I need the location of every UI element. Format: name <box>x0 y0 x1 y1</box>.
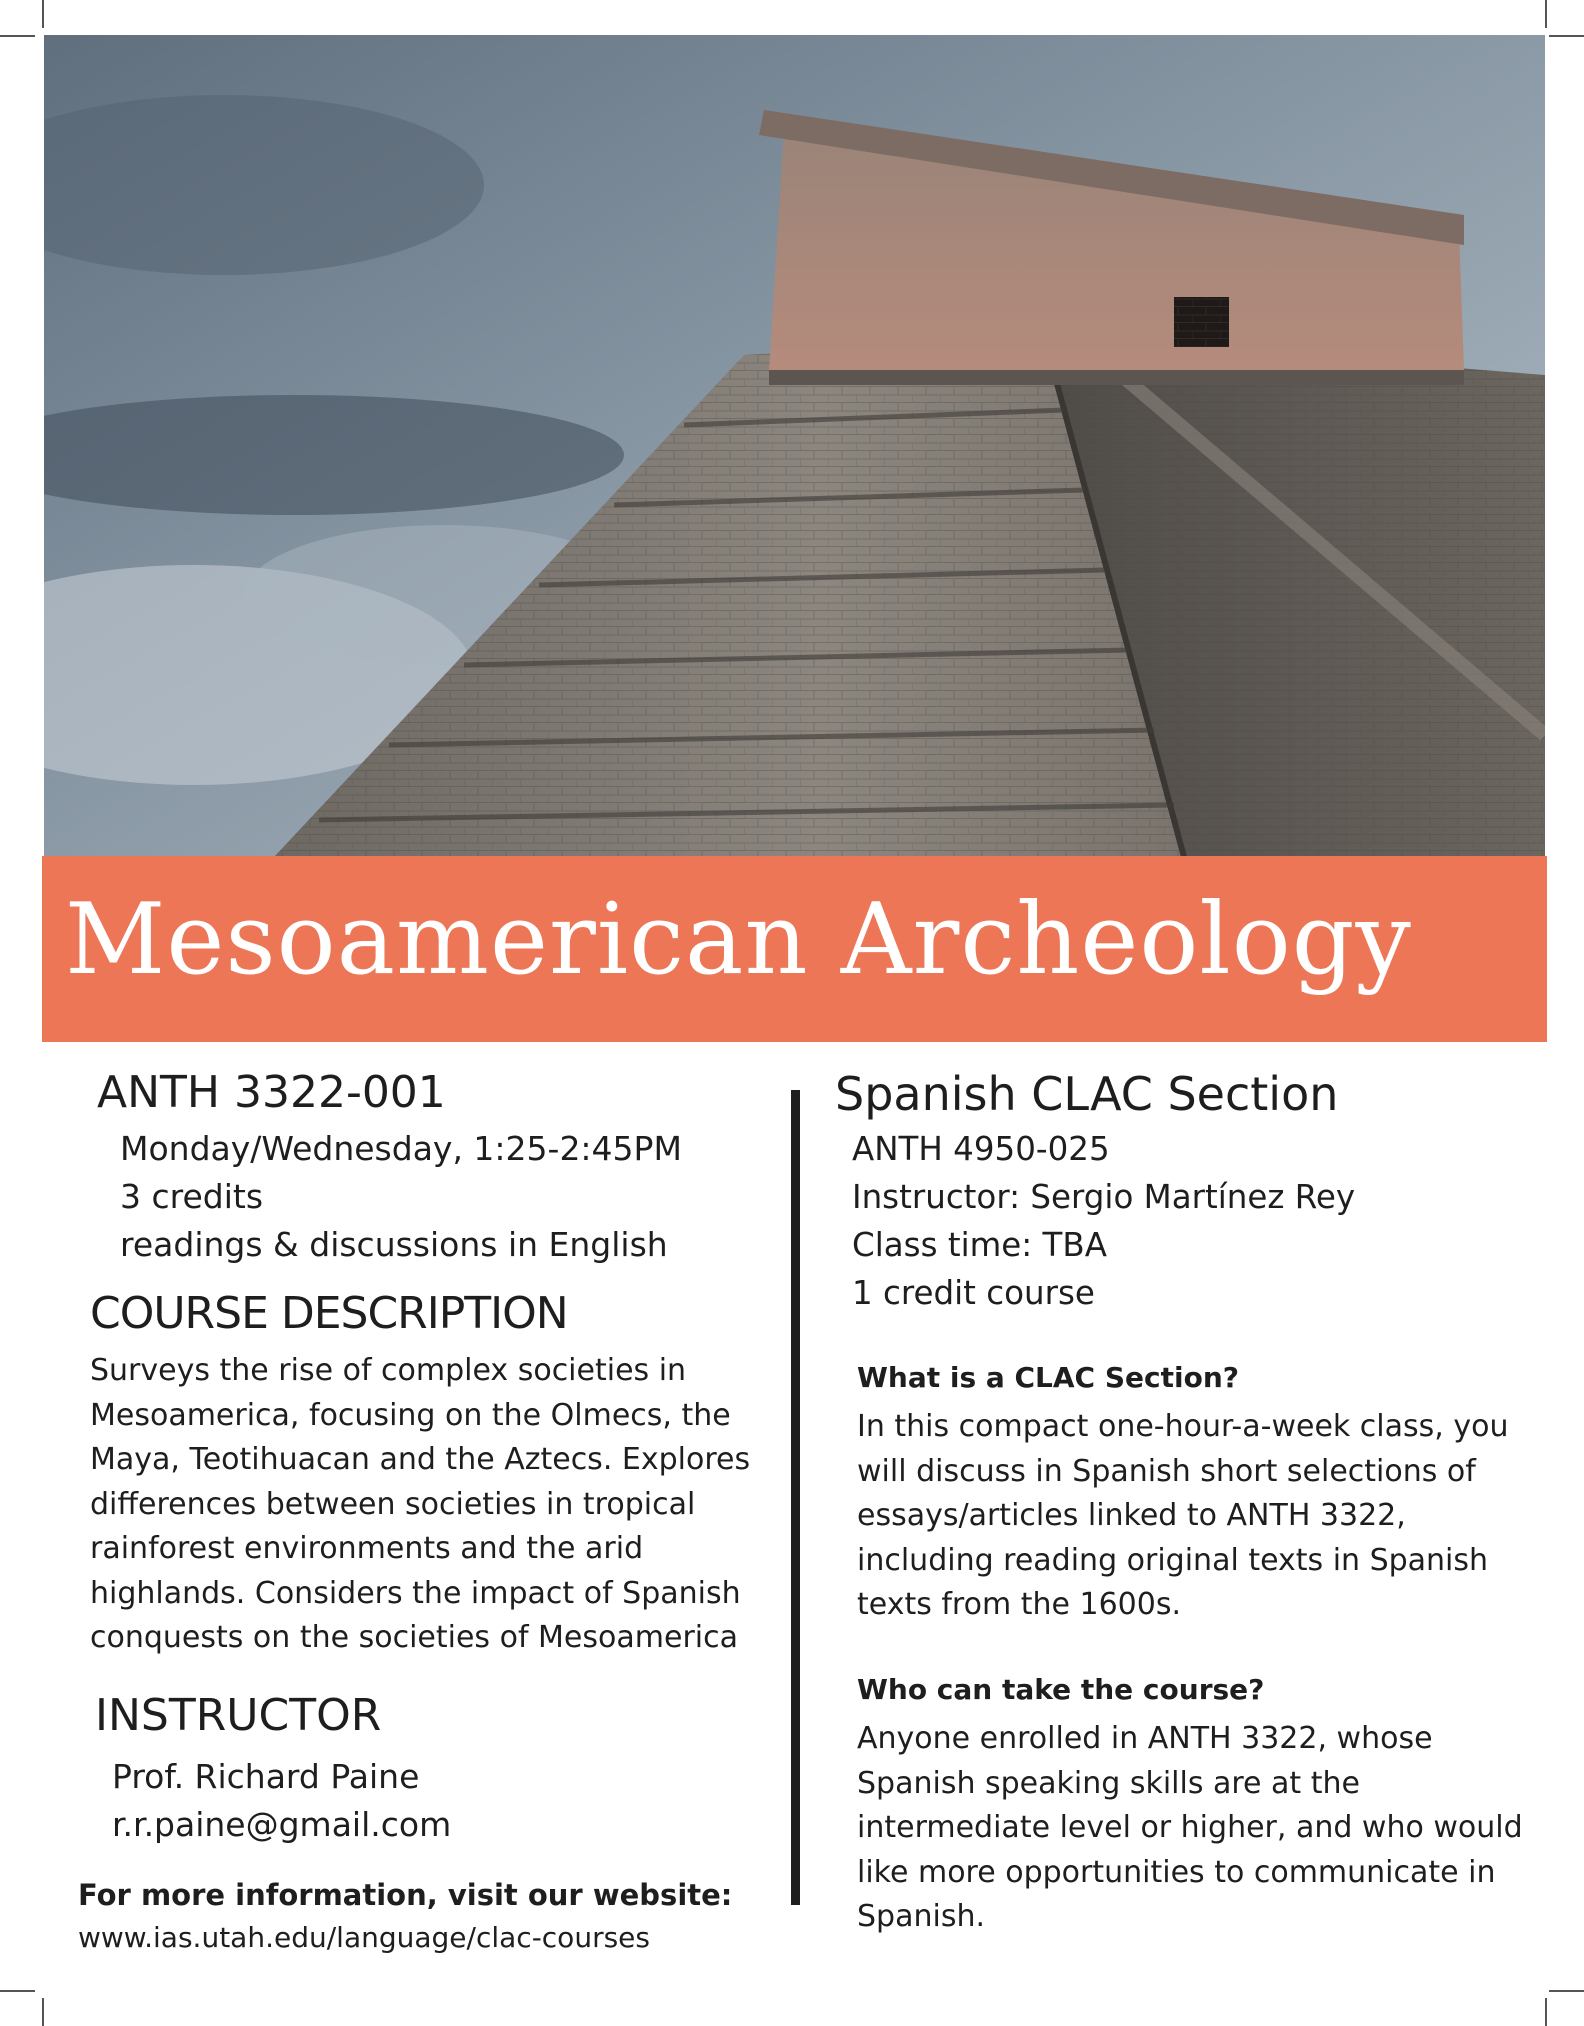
instructor-heading: INSTRUCTOR <box>95 1690 382 1741</box>
course-code-heading: ANTH 3322-001 <box>97 1067 446 1118</box>
instructor-name: Prof. Richard Paine <box>112 1757 420 1796</box>
course-language: readings & discussions in English <box>120 1225 668 1264</box>
what-is-clac-heading: What is a CLAC Section? <box>857 1361 1240 1394</box>
course-schedule: Monday/Wednesday, 1:25-2:45PM <box>120 1129 682 1168</box>
course-details <box>120 1125 682 1269</box>
crop-mark <box>1549 35 1584 37</box>
crop-mark <box>42 0 44 28</box>
description-heading: COURSE DESCRIPTION <box>90 1288 568 1339</box>
pyramid-photo <box>44 35 1545 857</box>
page-title: Mesoamerican Archeology <box>65 883 1412 997</box>
clac-details <box>852 1125 1355 1317</box>
clac-instructor: Instructor: Sergio Martínez Rey <box>852 1178 1356 1216</box>
title-banner <box>42 856 1547 1042</box>
who-can-take-heading: Who can take the course? <box>857 1673 1265 1706</box>
more-info-label: For more information, visit our website: <box>78 1878 733 1912</box>
crop-mark <box>1549 1990 1584 1992</box>
clac-heading: Spanish CLAC Section <box>835 1067 1339 1121</box>
course-credits: 3 credits <box>120 1177 264 1216</box>
what-is-clac-text: In this compact one-hour-a-week class, you will discuss in Spanish short selections of essays/articles linked to ANTH 3322, including reading original texts in Spanish texts from the 1600s. <box>857 1409 1509 1622</box>
description-text: Surveys the rise of complex societies in Mesoamerica, focusing on the Olmecs, the Maya, Teotihuacan and the Aztecs. Explores differences between societies in tropical rainforest environments and the arid highlands. Considers the impact of Spanish conquests on the societies of Mesoamerica <box>90 1353 751 1655</box>
clac-course-code: ANTH 4950-025 <box>852 1130 1110 1168</box>
clac-class-time: Class time: TBA <box>852 1226 1107 1264</box>
crop-mark <box>42 1998 44 2026</box>
crop-mark <box>0 1990 35 1992</box>
instructor-email[interactable]: r.r.paine@gmail.com <box>112 1805 452 1844</box>
instructor-details <box>112 1753 451 1849</box>
clac-credits: 1 credit course <box>852 1274 1095 1312</box>
crop-mark <box>0 35 35 37</box>
crop-mark <box>1545 1998 1547 2026</box>
crop-mark <box>1545 0 1547 28</box>
website-link[interactable]: www.ias.utah.edu/language/clac-courses <box>78 1921 650 1954</box>
who-can-take-text: Anyone enrolled in ANTH 3322, whose Spanish speaking skills are at the intermediate level or higher, and who would like more opportunities to communicate in Spanish. <box>857 1721 1523 1934</box>
column-divider <box>791 1090 800 1905</box>
